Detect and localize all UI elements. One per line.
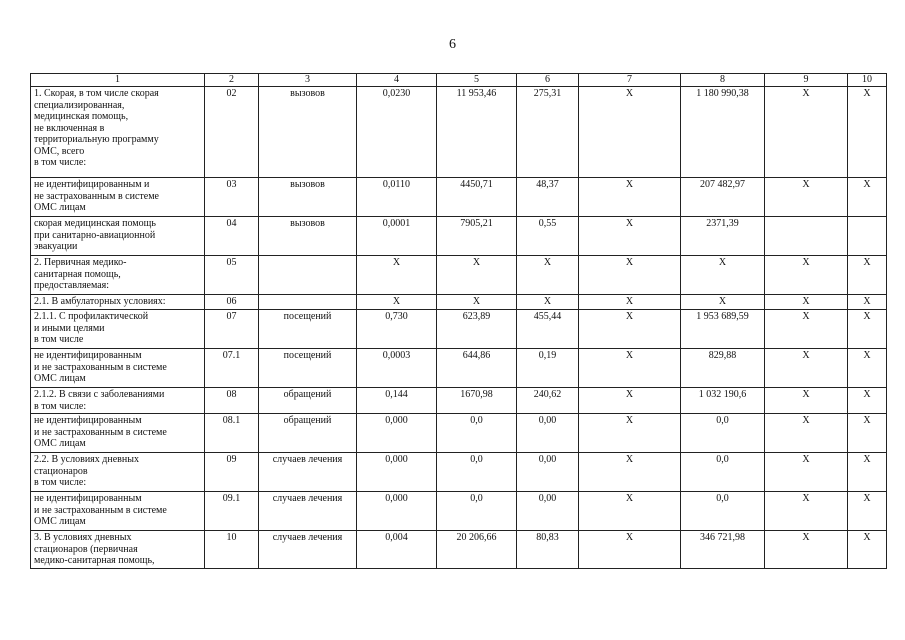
header-cell: 10 [848, 74, 887, 87]
row-col6-cell: 0,00 [517, 492, 579, 531]
row-col4-cell: 0,000 [357, 492, 437, 531]
row-col5-cell: 644,86 [437, 349, 517, 388]
row-col5-cell: 1670,98 [437, 388, 517, 414]
row-col9-cell: X [765, 414, 848, 453]
row-unit-cell: случаев лечения [259, 492, 357, 531]
row-name-cell: 2.2. В условиях дневных стационаров в том числе: [31, 453, 205, 492]
page-number: 6 [449, 37, 456, 52]
table-row [31, 295, 887, 310]
row-code-cell: 03 [205, 178, 259, 217]
table-row [31, 414, 887, 453]
row-col7-cell: X [579, 453, 681, 492]
row-col6-cell: 240,62 [517, 388, 579, 414]
row-name-cell: 2. Первичная медико- санитарная помощь, предоставляемая: [31, 256, 205, 295]
row-col7-cell: X [579, 295, 681, 310]
row-code-cell: 06 [205, 295, 259, 310]
row-col9-cell: X [765, 453, 848, 492]
row-col8-cell: 1 953 689,59 [681, 310, 765, 349]
row-col7-cell: X [579, 414, 681, 453]
header-cell: 5 [437, 74, 517, 87]
row-col9-cell: X [765, 87, 848, 178]
row-col7-cell: X [579, 217, 681, 256]
row-name-cell: 2.1.2. В связи с заболеваниями в том числе: [31, 388, 205, 414]
row-col6-cell: 455,44 [517, 310, 579, 349]
row-col9-cell: X [765, 492, 848, 531]
row-col10-cell: X [848, 178, 887, 217]
row-code-cell: 07 [205, 310, 259, 349]
row-col8-cell: 2371,39 [681, 217, 765, 256]
table-row [31, 256, 887, 295]
row-col8-cell: 207 482,97 [681, 178, 765, 217]
row-name-cell: 2.1.1. С профилактической и иными целями в том числе [31, 310, 205, 349]
row-col6-cell: 0,00 [517, 414, 579, 453]
row-col5-cell: 20 206,66 [437, 531, 517, 569]
row-code-cell: 07.1 [205, 349, 259, 388]
row-code-cell: 10 [205, 531, 259, 569]
row-col5-cell: 0,0 [437, 414, 517, 453]
row-code-cell: 08 [205, 388, 259, 414]
row-name-cell: 3. В условиях дневных стационаров (первичная медико-санитарная помощь, [31, 531, 205, 569]
row-col10-cell: X [848, 256, 887, 295]
row-code-cell: 02 [205, 87, 259, 178]
header-cell: 3 [259, 74, 357, 87]
row-col9-cell: X [765, 310, 848, 349]
header-cell: 1 [31, 74, 205, 87]
row-col7-cell: X [579, 349, 681, 388]
data-table [30, 73, 887, 569]
row-col7-cell: X [579, 388, 681, 414]
row-col5-cell: 11 953,46 [437, 87, 517, 178]
row-col10-cell: X [848, 453, 887, 492]
row-col8-cell: X [681, 256, 765, 295]
row-col4-cell: 0,0230 [357, 87, 437, 178]
header-cell: 6 [517, 74, 579, 87]
table-row [31, 453, 887, 492]
row-col9-cell: X [765, 256, 848, 295]
row-col4-cell: 0,004 [357, 531, 437, 569]
row-col8-cell: 0,0 [681, 492, 765, 531]
row-col4-cell: 0,730 [357, 310, 437, 349]
row-unit-cell: обращений [259, 388, 357, 414]
table-row [31, 388, 887, 414]
row-unit-cell: посещений [259, 310, 357, 349]
row-code-cell: 09 [205, 453, 259, 492]
table-row [31, 310, 887, 349]
table-header-row [31, 74, 887, 87]
row-col5-cell: 0,0 [437, 492, 517, 531]
row-col9-cell: X [765, 295, 848, 310]
row-col10-cell: X [848, 87, 887, 178]
header-cell: 4 [357, 74, 437, 87]
row-code-cell: 04 [205, 217, 259, 256]
row-col6-cell: X [517, 256, 579, 295]
row-col6-cell: 48,37 [517, 178, 579, 217]
row-col7-cell: X [579, 310, 681, 349]
table-row [31, 349, 887, 388]
row-col10-cell: X [848, 492, 887, 531]
row-col7-cell: X [579, 531, 681, 569]
row-col7-cell: X [579, 87, 681, 178]
row-name-cell: 1. Скорая, в том числе скорая специализированная, медицинская помощь, не включенная в территориальную программу ОМС, всего в том числе: [31, 87, 205, 178]
row-unit-cell: вызовов [259, 178, 357, 217]
row-col4-cell: 0,000 [357, 414, 437, 453]
row-col4-cell: 0,0110 [357, 178, 437, 217]
row-col5-cell: X [437, 295, 517, 310]
row-col8-cell: 1 032 190,6 [681, 388, 765, 414]
row-name-cell: скорая медицинская помощь при санитарно-авиационной эвакуации [31, 217, 205, 256]
row-col9-cell: X [765, 349, 848, 388]
header-cell: 7 [579, 74, 681, 87]
row-code-cell: 09.1 [205, 492, 259, 531]
table-row [31, 178, 887, 217]
row-col4-cell: 0,0003 [357, 349, 437, 388]
row-col10-cell: X [848, 349, 887, 388]
row-col9-cell [765, 217, 848, 256]
table-row [31, 531, 887, 569]
row-col6-cell: 80,83 [517, 531, 579, 569]
row-name-cell: не идентифицированным и не застрахованным в системе ОМС лицам [31, 349, 205, 388]
header-cell: 2 [205, 74, 259, 87]
row-unit-cell: посещений [259, 349, 357, 388]
row-col4-cell: X [357, 295, 437, 310]
row-col7-cell: X [579, 178, 681, 217]
row-col10-cell: X [848, 414, 887, 453]
row-col6-cell: 0,19 [517, 349, 579, 388]
row-col4-cell: 0,144 [357, 388, 437, 414]
row-col10-cell [848, 217, 887, 256]
row-col10-cell: X [848, 295, 887, 310]
row-unit-cell: вызовов [259, 217, 357, 256]
row-unit-cell: обращений [259, 414, 357, 453]
row-col4-cell: 0,000 [357, 453, 437, 492]
row-col9-cell: X [765, 531, 848, 569]
row-col8-cell: 0,0 [681, 453, 765, 492]
row-col8-cell: 0,0 [681, 414, 765, 453]
row-col7-cell: X [579, 492, 681, 531]
row-col5-cell: X [437, 256, 517, 295]
row-col5-cell: 623,89 [437, 310, 517, 349]
table-row [31, 492, 887, 531]
row-col5-cell: 7905,21 [437, 217, 517, 256]
header-cell: 8 [681, 74, 765, 87]
row-col8-cell: 1 180 990,38 [681, 87, 765, 178]
row-col9-cell: X [765, 388, 848, 414]
row-code-cell: 05 [205, 256, 259, 295]
row-col8-cell: 829,88 [681, 349, 765, 388]
row-code-cell: 08.1 [205, 414, 259, 453]
row-unit-cell: случаев лечения [259, 531, 357, 569]
row-col8-cell: X [681, 295, 765, 310]
row-unit-cell: случаев лечения [259, 453, 357, 492]
row-col6-cell: 275,31 [517, 87, 579, 178]
row-col10-cell: X [848, 310, 887, 349]
table-row [31, 87, 887, 178]
row-unit-cell: вызовов [259, 87, 357, 178]
row-col4-cell: 0,0001 [357, 217, 437, 256]
row-col8-cell: 346 721,98 [681, 531, 765, 569]
row-name-cell: 2.1. В амбулаторных условиях: [31, 295, 205, 310]
row-col7-cell: X [579, 256, 681, 295]
row-col4-cell: X [357, 256, 437, 295]
row-col5-cell: 0,0 [437, 453, 517, 492]
row-col10-cell: X [848, 531, 887, 569]
header-cell: 9 [765, 74, 848, 87]
row-col6-cell: X [517, 295, 579, 310]
row-unit-cell [259, 256, 357, 295]
row-unit-cell [259, 295, 357, 310]
row-col6-cell: 0,55 [517, 217, 579, 256]
table-row [31, 217, 887, 256]
row-name-cell: не идентифицированным и не застрахованным в системе ОМС лицам [31, 178, 205, 217]
row-name-cell: не идентифицированным и не застрахованным в системе ОМС лицам [31, 414, 205, 453]
row-col10-cell: X [848, 388, 887, 414]
row-col6-cell: 0,00 [517, 453, 579, 492]
row-col9-cell: X [765, 178, 848, 217]
row-col5-cell: 4450,71 [437, 178, 517, 217]
row-name-cell: не идентифицированным и не застрахованным в системе ОМС лицам [31, 492, 205, 531]
